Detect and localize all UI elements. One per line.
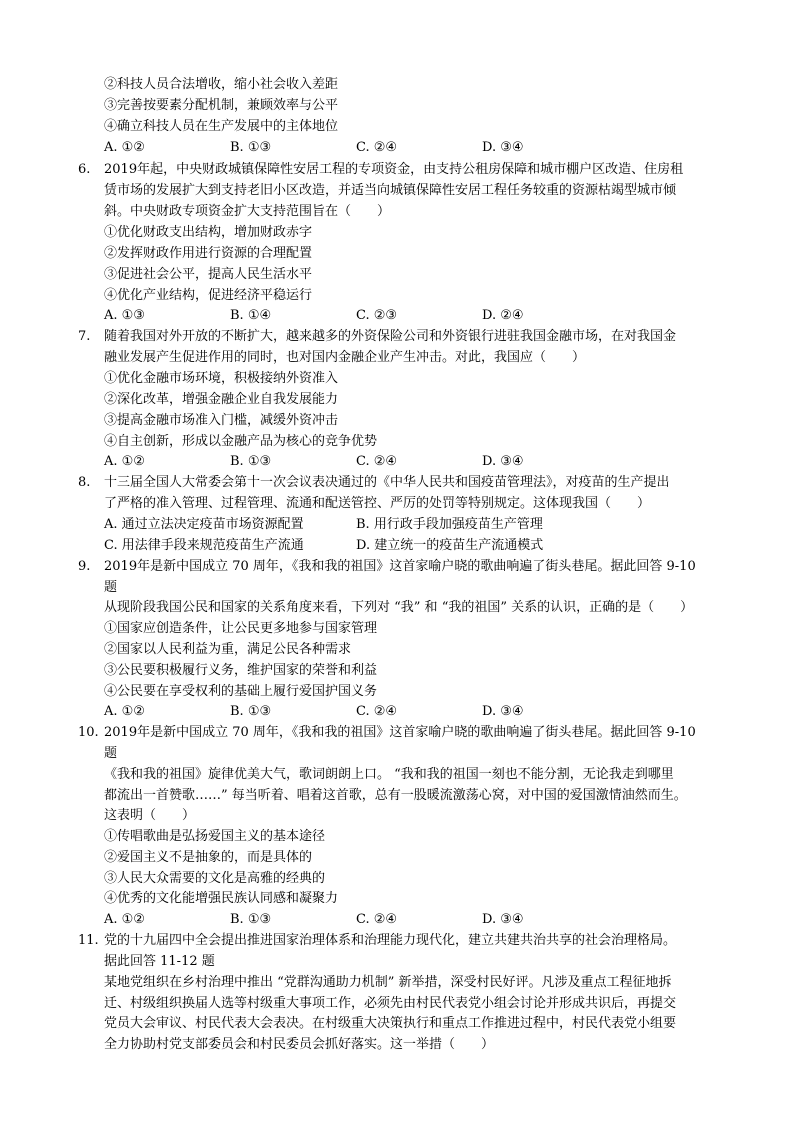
question-stem: 十三届全国人大常委会第十一次会议表决通过的《中华人民共和国疫苗管理法》，对疫苗的生产提出 (104, 475, 670, 490)
question-stem: 某地党组织在乡村治理中推出 “党群沟通助力机制” 新举措，深受村民好评。凡涉及重点工程征地拆 (104, 975, 672, 990)
choice-item: ②国家以人民利益为重，满足公民各种需求 (104, 642, 352, 657)
question-stem: 题 (104, 580, 118, 595)
question-stem: 了严格的准入管理、过程管理、流通和配送管控、严厉的处罚等特别规定。这体现我国（ ） (104, 496, 651, 511)
question-stem: 2019年是新中国成立 70 周年，《我和我的祖国》这首家喻户晓的歌曲响遍了街头巷尾。据此回答 9-10 (104, 559, 696, 574)
option-c[interactable]: C. ②④ (356, 704, 398, 719)
question-stem: 题 (104, 746, 118, 761)
choice-item: ②爱国主义不是抽象的，而是具体的 (104, 850, 313, 865)
option-c[interactable]: C. ②④ (356, 912, 398, 927)
option-d[interactable]: D. ③④ (482, 912, 524, 927)
question-number: 7. (78, 329, 91, 344)
question-stem: 随着我国对外开放的不断扩大，越来越多的外资保险公司和外资银行进驻我国金融市场，在对我国金 (104, 329, 677, 344)
option-d[interactable]: D. ③④ (482, 140, 524, 155)
choice-item: ①传唱歌曲是弘扬爱国主义的基本途径 (104, 829, 326, 844)
question-stem: 党员大会审议、村民代表大会表决。在村级重大决策执行和重点工作推进过程中，村民代表党小组要 (104, 1016, 677, 1031)
option-c[interactable]: C. ②③ (356, 308, 398, 323)
question-number: 6. (78, 162, 91, 177)
choice-item: ①国家应创造条件，让公民更多地参与国家管理 (104, 621, 378, 636)
question-stem: 《我和我的祖国》旋律优美大气，歌词朗朗上口。 “我和我的祖国一刻也不能分割，无论我走到哪里 (104, 767, 674, 782)
question-stem: 从现阶段我国公民和国家的关系角度来看，下列对 “我” 和 “我的祖国” 关系的认识，正确的是（ ） (104, 600, 694, 615)
question-stem: 这表明（ ） (104, 808, 196, 823)
choice-item: ②发挥财政作用进行资源的合理配置 (104, 246, 313, 261)
question-stem: 2019年是新中国成立 70 周年，《我和我的祖国》这首家喻户晓的歌曲响遍了街头巷尾。据此回答 9-10 (104, 725, 696, 740)
choice-item: ①优化金融市场环境，积极接纳外资准入 (104, 371, 339, 386)
option-a[interactable]: A. ①③ (104, 308, 145, 323)
option-a[interactable]: A. ①② (104, 454, 145, 469)
choice-item: ③公民要积极履行义务，维护国家的荣誉和利益 (104, 663, 378, 678)
option-d[interactable]: D. 建立统一的疫苗生产流通模式 (356, 538, 544, 553)
option-b[interactable]: B. ①③ (230, 454, 272, 469)
option-a[interactable]: A. ①② (104, 912, 145, 927)
option-a[interactable]: A. ①② (104, 704, 145, 719)
question-stem: 全力协助村党支部委员会和村民委员会抓好落实。这一举措（ ） (104, 1037, 495, 1052)
option-d[interactable]: D. ②④ (482, 308, 524, 323)
question-stem: 斜。中央财政专项资金扩大支持范围旨在（ ） (104, 204, 391, 219)
option-b[interactable]: B. ①③ (230, 704, 272, 719)
option-b[interactable]: B. ①③ (230, 140, 272, 155)
choice-item: ③提高金融市场准入门槛，减缓外资冲击 (104, 413, 339, 428)
question-stem: 党的十九届四中全会提出推进国家治理体系和治理能力现代化，建立共建共治共享的社会治理格局。 (104, 933, 677, 948)
question-stem: 迁、村级组织换届人选等村级重大事项工作，必须先由村民代表党小组会讨论并形成共识后，再提交 (104, 996, 677, 1011)
option-b[interactable]: B. 用行政手段加强疫苗生产管理 (356, 517, 543, 532)
choice-item: ④公民要在享受权利的基础上履行爱国护国义务 (104, 684, 378, 699)
question-number: 10. (78, 725, 99, 740)
option-c[interactable]: C. ②④ (356, 454, 398, 469)
option-d[interactable]: D. ③④ (482, 704, 524, 719)
choice-item: ④优秀的文化能增强民族认同感和凝聚力 (104, 891, 339, 906)
choice-item: ②科技人员合法增收，缩小社会收入差距 (104, 77, 339, 92)
option-a[interactable]: A. 通过立法决定疫苗市场资源配置 (104, 517, 304, 532)
choice-item: ③人民大众需要的文化是高雅的经典的 (104, 871, 326, 886)
choice-item: ③促进社会公平，提高人民生活水平 (104, 267, 313, 282)
option-a[interactable]: A. ①② (104, 140, 145, 155)
question-stem: 据此回答 11-12 题 (104, 954, 215, 969)
choice-item: ④确立科技人员在生产发展中的主体地位 (104, 119, 339, 134)
question-stem: 2019年起，中央财政城镇保障性安居工程的专项资金，由支持公租房保障和城市棚户区改造、住房租 (104, 162, 684, 177)
option-b[interactable]: B. ①④ (230, 308, 272, 323)
choice-item: ③完善按要素分配机制，兼顾效率与公平 (104, 98, 339, 113)
choice-item: ④优化产业结构，促进经济平稳运行 (104, 288, 313, 303)
question-stem: 融业发展产生促进作用的同时，也对国内金融企业产生冲击。对此，我国应（ ） (104, 350, 586, 365)
option-b[interactable]: B. ①③ (230, 912, 272, 927)
question-stem: 都流出一首赞歌……” 每当听着、唱着这首歌，总有一股暖流激荡心窝，对中国的爱国激情油然而生。 (104, 788, 687, 803)
question-number: 9. (78, 559, 91, 574)
option-c[interactable]: C. 用法律手段来规范疫苗生产流通 (104, 538, 304, 553)
choice-item: ①优化财政支出结构，增加财政赤字 (104, 225, 313, 240)
question-number: 8. (78, 475, 91, 490)
choice-item: ②深化改革，增强金融企业自我发展能力 (104, 392, 339, 407)
option-d[interactable]: D. ③④ (482, 454, 524, 469)
option-c[interactable]: C. ②④ (356, 140, 398, 155)
question-number: 11. (78, 933, 99, 948)
choice-item: ④自主创新，形成以金融产品为核心的竞争优势 (104, 434, 378, 449)
question-stem: 赁市场的发展扩大到支持老旧小区改造，并适当向城镇保障性安居工程任务较重的资源枯竭型城市倾 (104, 183, 677, 198)
